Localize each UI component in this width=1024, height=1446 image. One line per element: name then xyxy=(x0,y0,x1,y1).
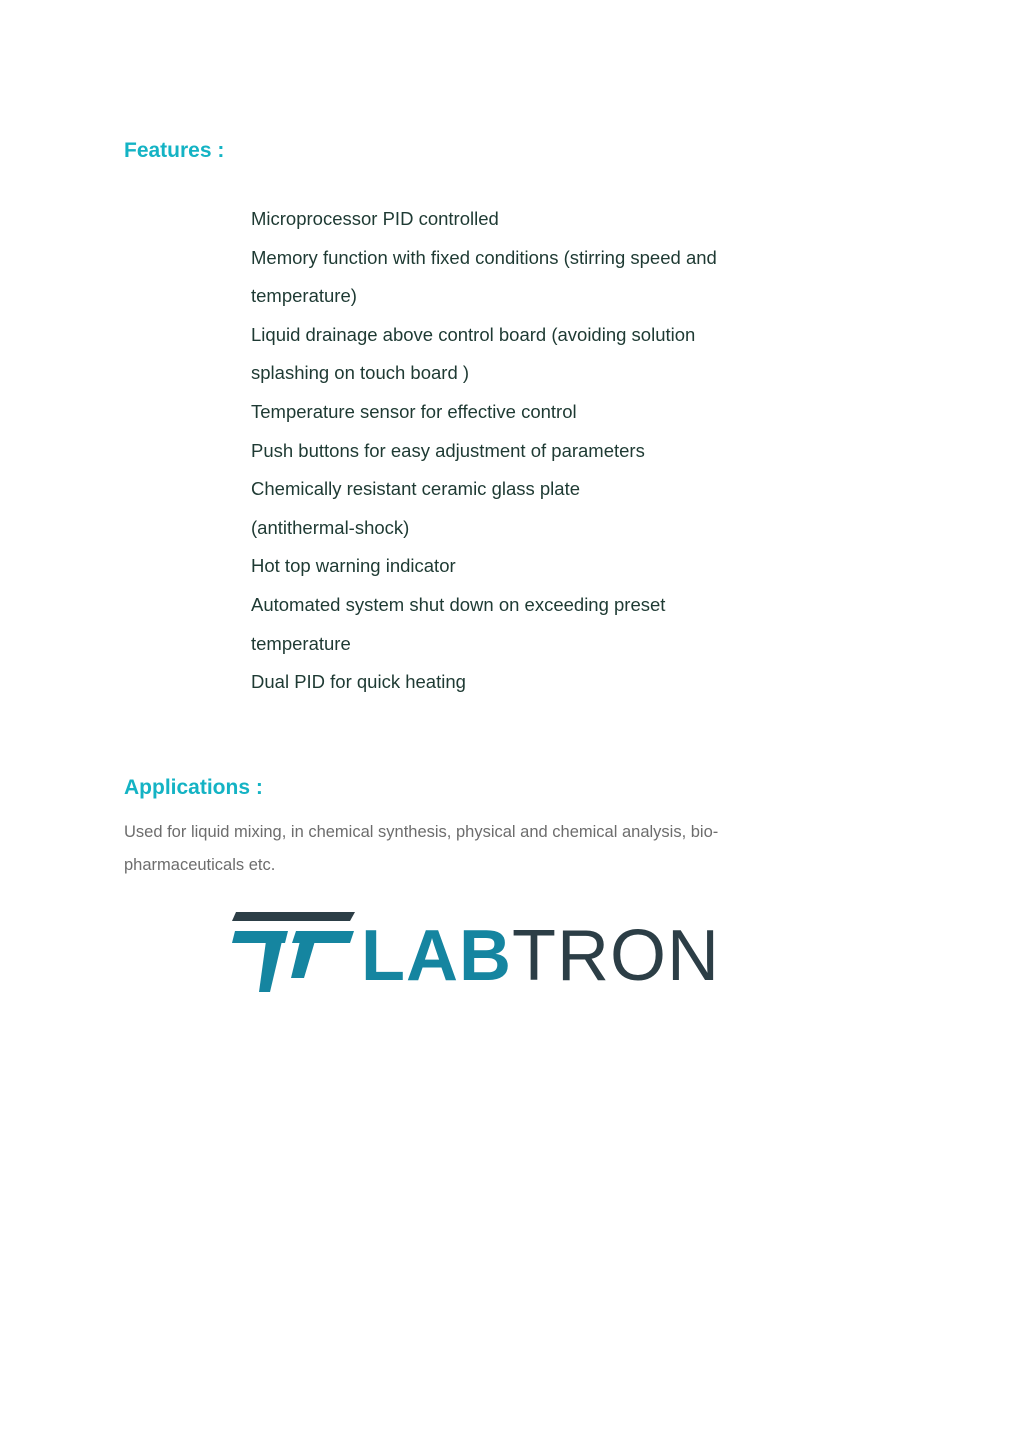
labtron-wordmark xyxy=(361,916,720,996)
feature-item: Chemically resistant ceramic glass plate xyxy=(251,478,581,500)
feature-item: (antithermal-shock) xyxy=(251,516,410,538)
feature-item: Hot top warning indicator xyxy=(251,555,456,577)
features-heading: Features : xyxy=(124,139,225,162)
logo-text-tron: TRON xyxy=(511,916,720,996)
feature-item: Dual PID for quick heating xyxy=(251,671,466,693)
feature-item: Liquid drainage above control board (avoiding solution xyxy=(251,323,696,345)
feature-item: Microprocessor PID controlled xyxy=(251,208,499,229)
feature-item: splashing on touch board ) xyxy=(251,362,470,384)
labtron-mark-icon xyxy=(232,908,356,994)
feature-item: Memory function with fixed conditions (stirring speed and xyxy=(251,246,717,268)
feature-item: Temperature sensor for effective control xyxy=(251,400,577,422)
features-list xyxy=(251,200,771,702)
feature-item: Push buttons for easy adjustment of parameters xyxy=(251,439,645,461)
applications-heading: Applications : xyxy=(124,776,263,799)
feature-item: temperature) xyxy=(251,285,357,307)
labtron-logo xyxy=(232,908,722,998)
logo-text-lab: LAB xyxy=(361,916,512,996)
feature-item: temperature xyxy=(251,632,351,654)
applications-text: Used for liquid mixing, in chemical synthesis, physical and chemical analysis, bio-pharmaceuticals etc. xyxy=(124,823,719,874)
feature-item: Automated system shut down on exceeding preset xyxy=(251,593,666,615)
